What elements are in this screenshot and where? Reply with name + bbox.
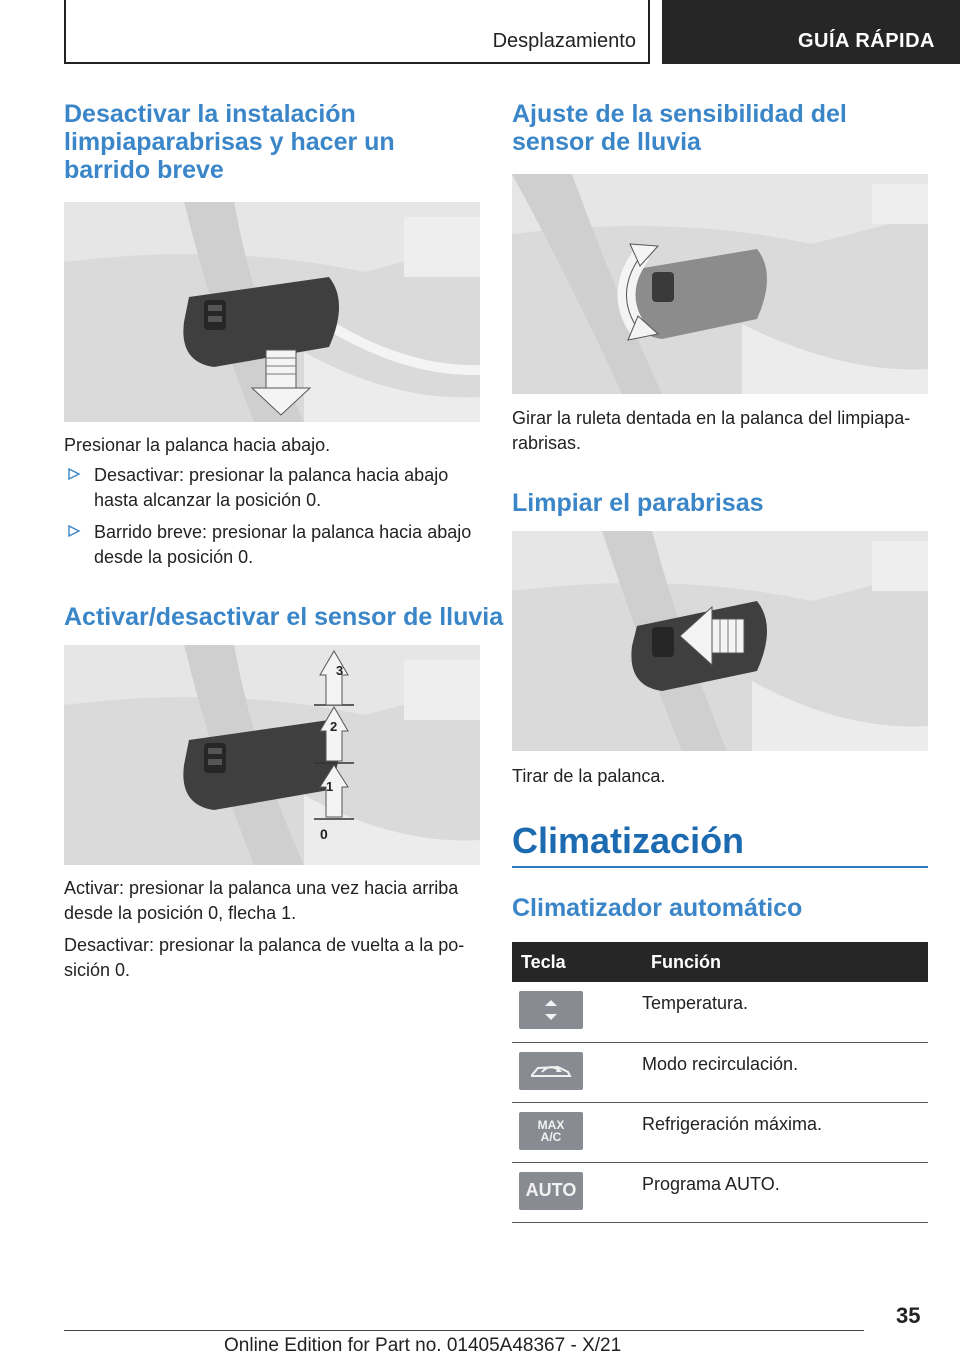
list-item — [64, 463, 480, 513]
table-row — [512, 1102, 928, 1162]
function-auto-program: Programa AUTO. — [642, 1162, 928, 1222]
wiper-press-down-figure — [64, 202, 480, 422]
rain-deactivate-text: Desactivar: presionar la palanca de vuelta a la po- sición 0. — [64, 935, 465, 980]
wiper-intro-text: Presionar la palanca hacia abajo. — [64, 435, 331, 455]
rain-figure-label-3: 3 — [336, 663, 344, 678]
rain-activate-text: Activar: presionar la palanca una vez hacia arriba desde la posición 0, flecha 1. — [64, 878, 459, 923]
edition-line: Online Edition for Part no. 01405A48367 - X/21 — [224, 1335, 622, 1356]
table-row — [512, 982, 928, 1042]
chapter-rule — [512, 866, 928, 868]
max-ac-key-label: MAX A/C — [537, 1117, 565, 1144]
table-row — [512, 1162, 928, 1222]
chapter-title-climate: Climatización — [512, 820, 745, 861]
clean-windscreen-heading: Limpiar el parabrisas — [512, 489, 764, 517]
table-row — [512, 1042, 928, 1102]
sensitivity-heading: Ajuste de la sensibilidad del sensor de lluvia — [512, 100, 847, 156]
header-section-title: Desplazamiento — [492, 30, 636, 52]
auto-climate-heading: Climatizador automático — [512, 894, 803, 922]
wiper-heading: Desactivar la instalación limpiaparabrisas y hacer un barrido breve — [64, 100, 395, 184]
right-column — [512, 100, 928, 1223]
rain-sensor-heading: Activar/desactivar el sensor de lluvia — [64, 603, 504, 631]
header-chapter-tab[interactable] — [662, 0, 960, 64]
column-header-key: Tecla — [512, 942, 642, 982]
auto-icon — [519, 1172, 583, 1210]
max-ac-icon — [519, 1112, 583, 1150]
left-column — [64, 100, 504, 983]
function-max-cooling: Refrigeración máxima. — [642, 1102, 928, 1162]
wiper-bullet-deactivate: Desactivar: presionar la palanca hacia abajo hasta alcanzar la posición 0. — [94, 465, 449, 510]
list-item — [64, 520, 480, 570]
table-header-row — [512, 942, 928, 982]
bullet-triangle-icon — [67, 524, 81, 538]
wiper-bullet-short-wipe: Barrido breve: presionar la palanca hacia abajo desde la posición 0. — [94, 522, 472, 567]
function-temperature: Temperatura. — [642, 982, 928, 1042]
recirculation-car-icon — [519, 1052, 583, 1090]
page-number: 35 — [896, 1303, 921, 1328]
temperature-arrows-icon — [519, 991, 583, 1029]
wiper-bullet-list — [64, 463, 480, 570]
rain-sensor-figure — [64, 645, 480, 865]
rain-figure-label-0: 0 — [320, 826, 328, 842]
clean-windscreen-text: Tirar de la palanca. — [512, 766, 666, 786]
rain-figure-label-2: 2 — [330, 719, 338, 734]
climate-keys-table — [512, 942, 928, 1223]
auto-key-label: AUTO — [525, 1180, 577, 1200]
column-header-function: Función — [642, 942, 928, 982]
header-section-box — [64, 0, 650, 64]
clean-windscreen-figure — [512, 531, 928, 751]
function-recirculation: Modo recirculación. — [642, 1042, 928, 1102]
header-chapter-label: GUÍA RÁPIDA — [798, 30, 935, 52]
footer-rule — [64, 1330, 864, 1331]
sensitivity-wheel-figure — [512, 174, 928, 394]
bullet-triangle-icon — [67, 467, 81, 481]
sensitivity-text: Girar la ruleta dentada en la palanca del limpiapa- rabrisas. — [512, 408, 911, 453]
rain-figure-label-1: 1 — [326, 779, 334, 794]
